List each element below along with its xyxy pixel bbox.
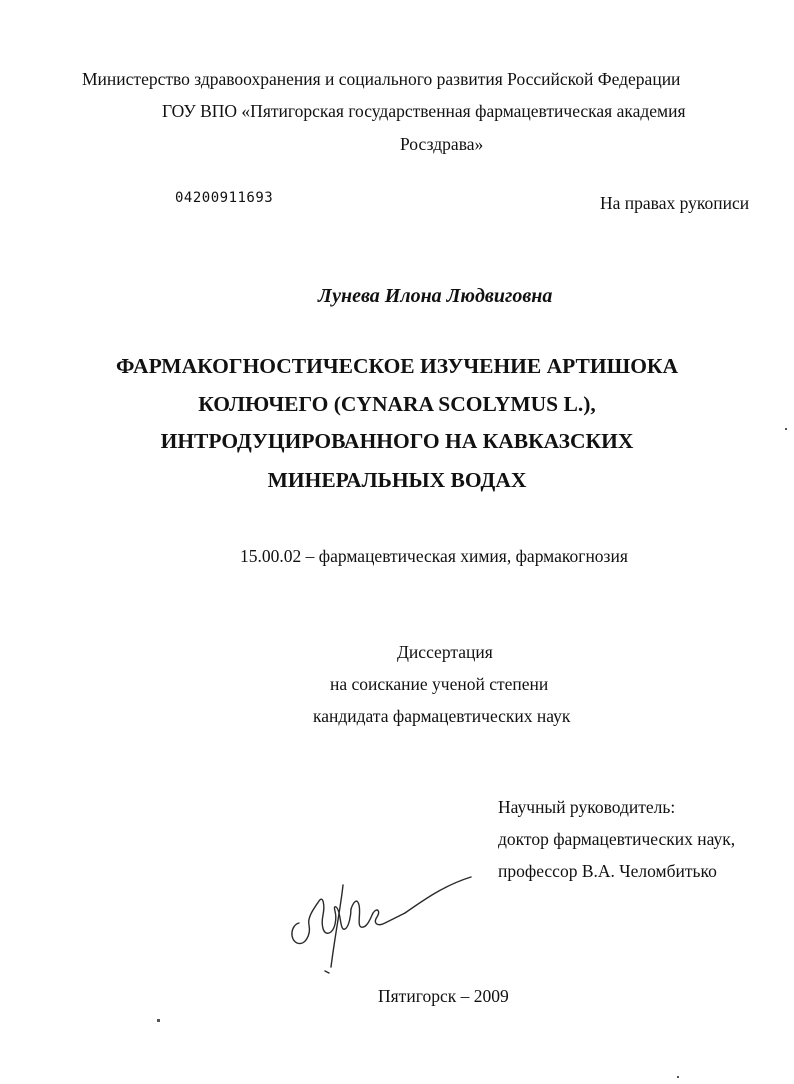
handwritten-signature xyxy=(285,855,475,980)
title-line: КОЛЮЧЕГО (CYNARA SCOLYMUS L.), xyxy=(198,392,596,416)
institution-line-continued: Росздрава» xyxy=(400,134,484,154)
supervisor-heading: Научный руководитель: xyxy=(498,797,676,817)
manuscript-note: На правах рукописи xyxy=(600,193,750,213)
city-year: Пятигорск – 2009 xyxy=(378,986,509,1006)
scan-speck xyxy=(677,1076,679,1078)
specialty-code: 15.00.02 – фармацевтическая химия, фармакогнозия xyxy=(240,546,628,566)
dissertation-type: Диссертация xyxy=(397,642,493,662)
dissertation-purpose: на соискание ученой степени xyxy=(330,674,549,694)
author-name: Лунева Илона Людвиговна xyxy=(318,285,553,307)
dissertation-degree: кандидата фармацевтических наук xyxy=(313,706,571,726)
supervisor-degree: доктор фармацевтических наук, xyxy=(498,829,736,849)
title-line: ИНТРОДУЦИРОВАННОГО НА КАВКАЗСКИХ xyxy=(160,429,634,453)
registration-number: 04200911693 xyxy=(175,190,274,206)
supervisor-name: профессор В.А. Челомбитько xyxy=(498,861,717,881)
title-line: ФАРМАКОГНОСТИЧЕСКОЕ ИЗУЧЕНИЕ АРТИШОКА xyxy=(115,354,679,378)
institution-line: ГОУ ВПО «Пятигорская государственная фармацевтическая академия xyxy=(162,101,686,121)
scan-speck xyxy=(785,428,787,430)
scan-speck xyxy=(157,1019,160,1022)
title-line: МИНЕРАЛЬНЫХ ВОДАХ xyxy=(267,468,527,492)
ministry-line: Министерство здравоохранения и социального развития Российской Федерации xyxy=(82,69,681,89)
